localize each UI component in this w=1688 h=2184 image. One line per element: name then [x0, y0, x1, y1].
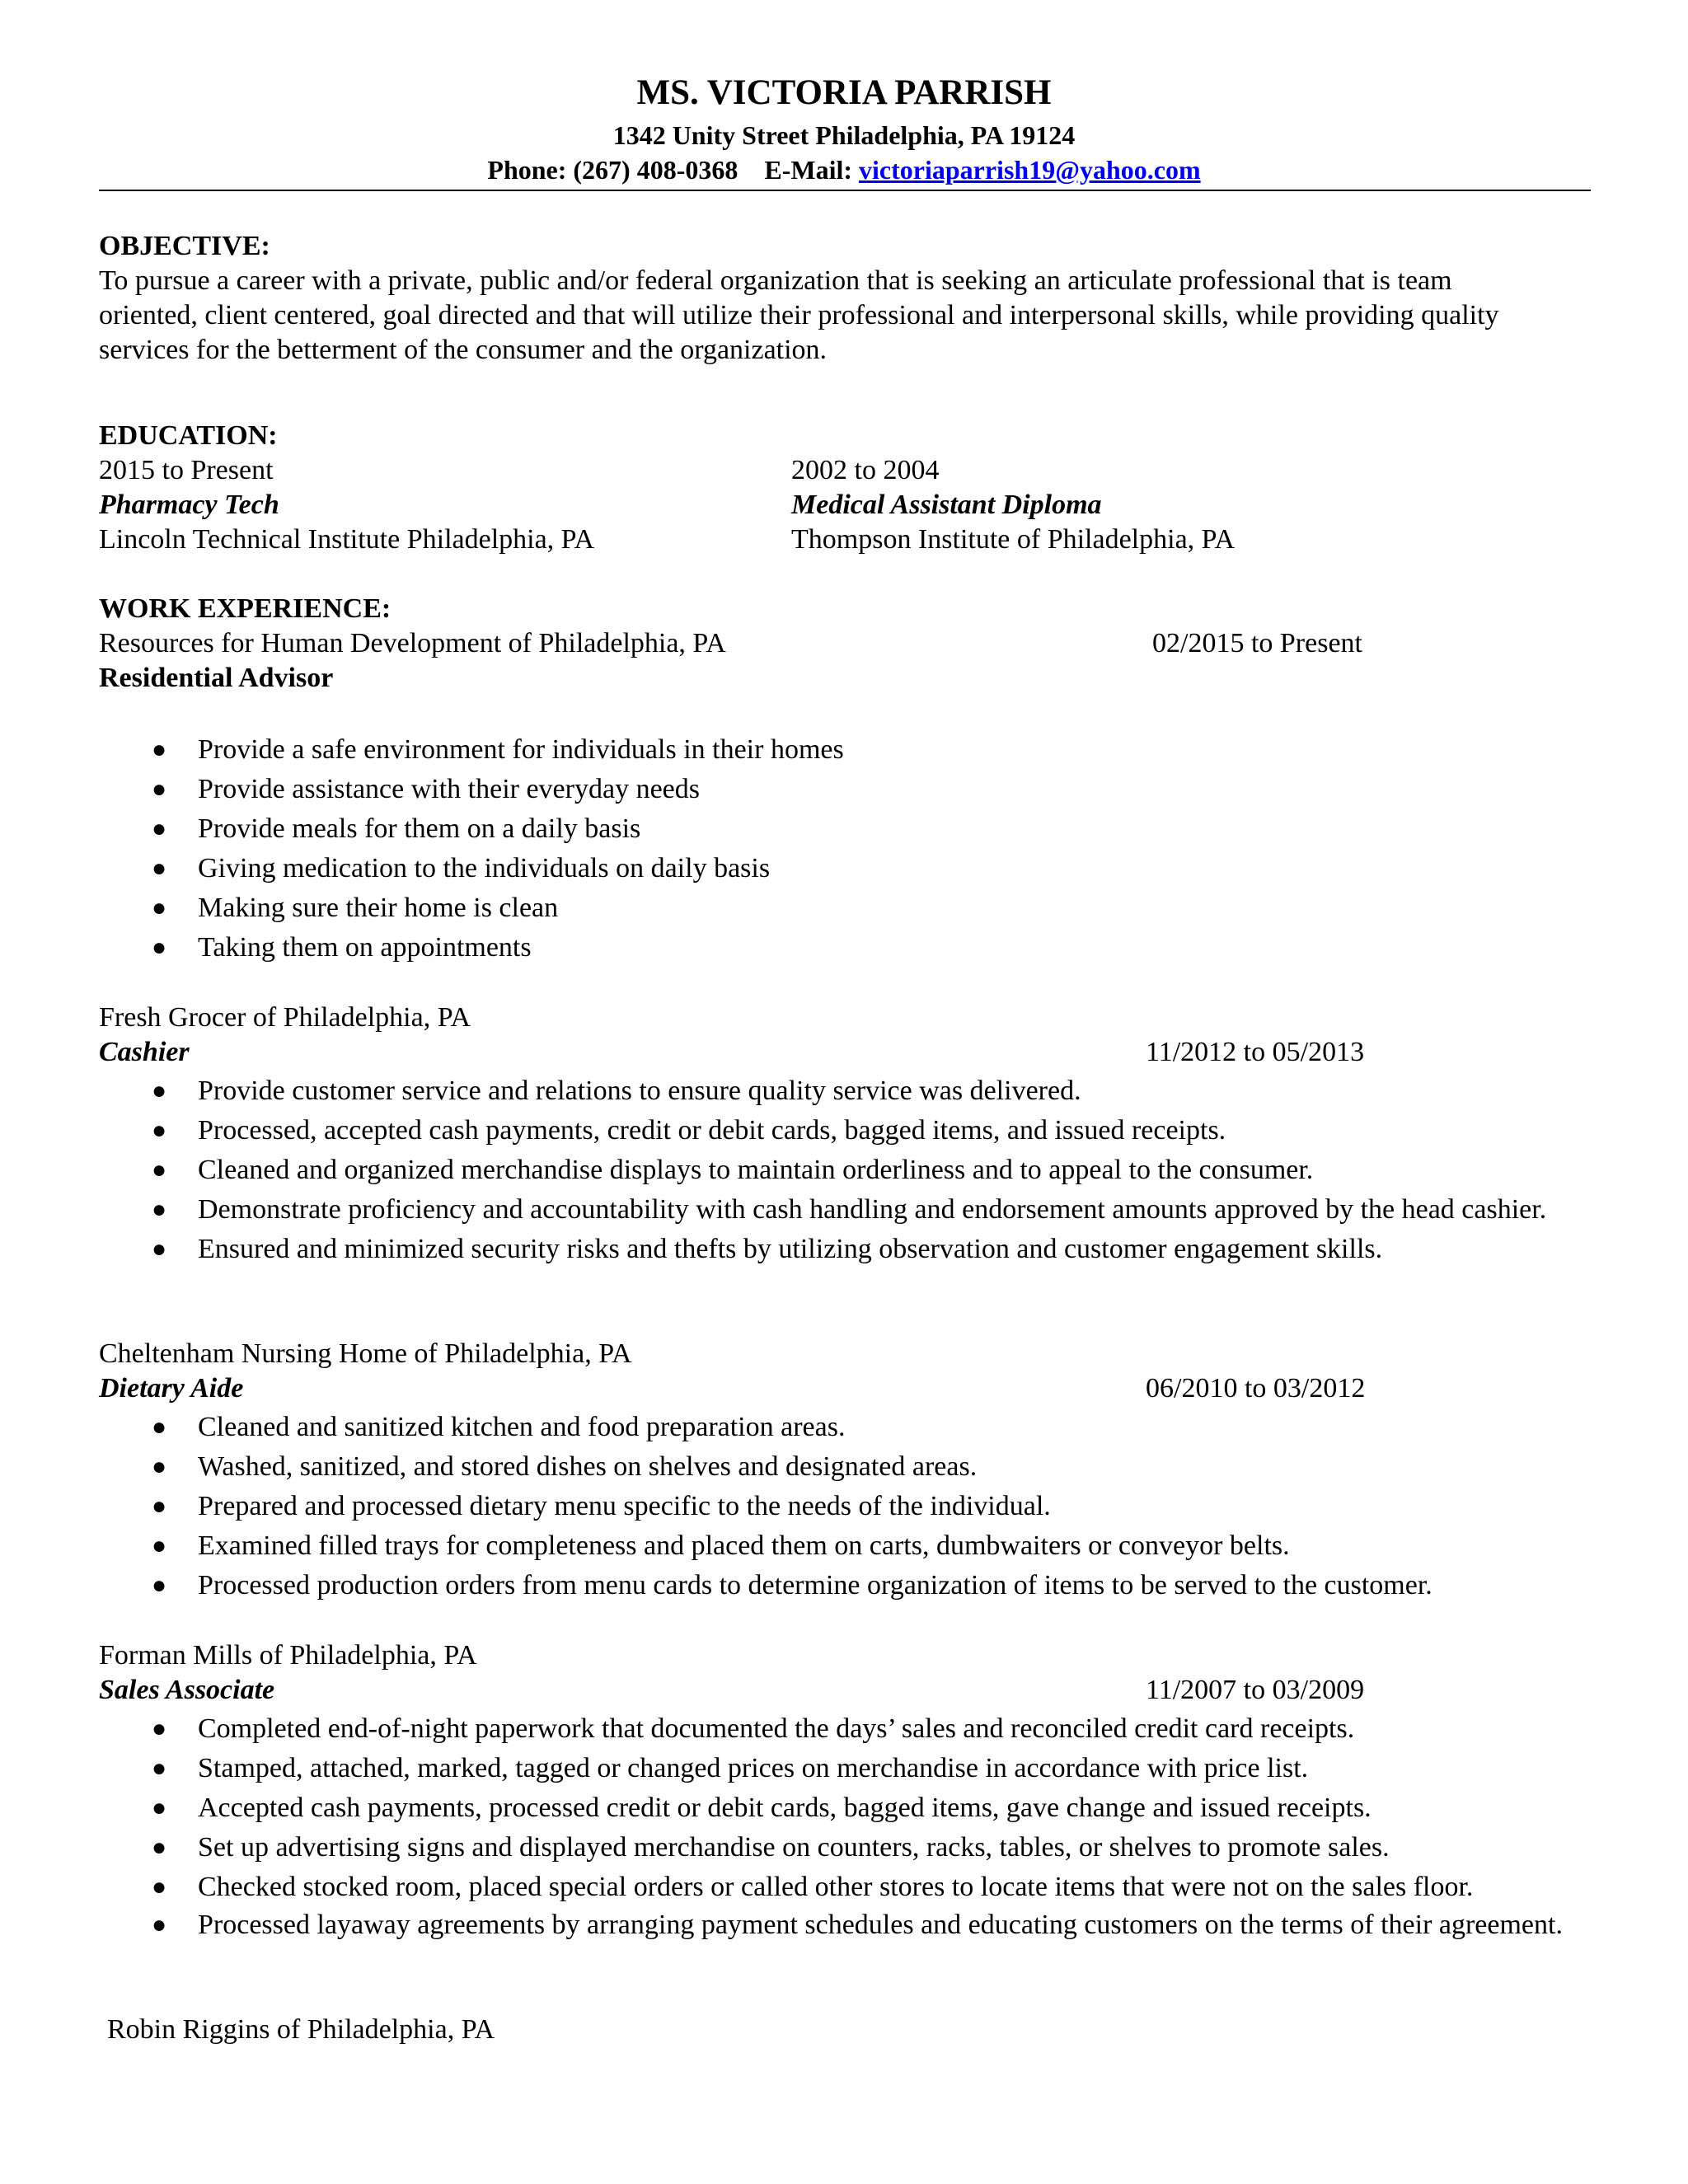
job-title-1: Residential Advisor [99, 663, 334, 693]
job-employer-1: Resources for Human Development of Philadelphia, PA [99, 628, 726, 658]
job-employer-4: Forman Mills of Philadelphia, PA [99, 1640, 477, 1671]
bullet-icon: ● [152, 736, 167, 763]
bullet-icon: ● [152, 1235, 167, 1263]
bullet-icon: ● [152, 855, 167, 882]
job-title-4: Sales Associate [99, 1675, 275, 1705]
bullet-icon: ● [152, 1755, 167, 1782]
list-item: ● Taking them on appointments [99, 928, 1599, 968]
bullet-icon: ● [152, 1794, 167, 1821]
job-dates-4: 11/2007 to 03/2009 [1146, 1675, 1365, 1705]
education-degree-2: Medical Assistant Diploma [791, 490, 1102, 520]
bullet-icon: ● [152, 815, 167, 842]
list-item: ● Stamped, attached, marked, tagged or changed prices on merchandise in accordance with price list. [99, 1749, 1599, 1788]
list-item: ● Making sure their home is clean [99, 888, 1599, 928]
bullet-icon: ● [152, 1413, 167, 1441]
bullet-icon: ● [152, 1117, 167, 1144]
list-item: ● Processed layaway agreements by arranging payment schedules and educating customers on the terms of their agreement. [99, 1907, 1599, 1943]
job-bullets-4 [99, 1709, 1582, 1943]
email-label: E-Mail: [764, 155, 852, 185]
bullet-icon: ● [152, 776, 167, 803]
bullet-icon: ● [152, 1077, 167, 1104]
list-item: ● Examined filled trays for completeness and placed them on carts, dumbwaiters or conveyor belts. [99, 1526, 1599, 1566]
job-employer-2: Fresh Grocer of Philadelphia, PA [99, 1002, 471, 1033]
job-dates-1: 02/2015 to Present [1152, 628, 1362, 658]
education-degree-1: Pharmacy Tech [99, 490, 279, 520]
bullet-icon: ● [152, 1834, 167, 1861]
objective-heading: OBJECTIVE: [99, 231, 270, 261]
bullet-icon: ● [152, 1572, 167, 1599]
list-item: ● Provide customer service and relations to ensure quality service was delivered. [99, 1071, 1599, 1111]
work-heading: WORK EXPERIENCE: [99, 593, 392, 624]
job-employer-5: Robin Riggins of Philadelphia, PA [107, 2014, 495, 2045]
list-item: ● Cleaned and organized merchandise displays to maintain orderliness and to appeal to the consumer. [99, 1151, 1599, 1190]
job-bullets-3 [99, 1408, 1582, 1605]
job-title-2: Cashier [99, 1037, 190, 1067]
bullet-icon: ● [152, 1873, 167, 1900]
education-dates-1: 2015 to Present [99, 455, 274, 485]
list-item: ● Cleaned and sanitized kitchen and food preparation areas. [99, 1408, 1599, 1447]
list-item: ● Provide meals for them on a daily basis [99, 809, 1599, 849]
bullet-icon: ● [152, 1156, 167, 1183]
list-item: ● Provide assistance with their everyday needs [99, 770, 1599, 809]
email-link[interactable]: victoriaparrish19@yahoo.com [859, 155, 1201, 185]
education-school-2: Thompson Institute of Philadelphia, PA [791, 524, 1236, 555]
list-item: ● Giving medication to the individuals on daily basis [99, 849, 1599, 888]
list-item: ● Processed, accepted cash payments, credit or debit cards, bagged items, and issued receipts. [99, 1111, 1599, 1151]
bullet-icon: ● [152, 934, 167, 961]
contact-line [0, 155, 1688, 185]
job-dates-2: 11/2012 to 05/2013 [1146, 1037, 1365, 1067]
bullet-icon: ● [152, 1532, 167, 1559]
education-school-1: Lincoln Technical Institute Philadelphia, PA [99, 524, 595, 555]
phone-text: Phone: (267) 408-0368 [487, 155, 738, 185]
list-item: ● Ensured and minimized security risks and thefts by utilizing observation and customer engagement skills. [99, 1230, 1599, 1269]
job-bullets-1 [99, 730, 1582, 968]
list-item: ● Checked stocked room, placed special orders or called other stores to locate items that were not on the sales floor. [99, 1868, 1599, 1907]
bullet-icon: ● [152, 1715, 167, 1742]
list-item: ● Processed production orders from menu cards to determine organization of items to be served to the customer. [99, 1566, 1599, 1605]
bullet-icon: ● [152, 1493, 167, 1520]
job-dates-3: 06/2010 to 03/2012 [1146, 1373, 1366, 1404]
list-item: ● Prepared and processed dietary menu specific to the needs of the individual. [99, 1487, 1599, 1526]
job-title-3: Dietary Aide [99, 1373, 244, 1404]
objective-text: To pursue a career with a private, public and/or federal organization that is seeking an articulate professional that is team oriented, client centered, goal directed and that will utilize their professional and interpersonal skills, while providing quality services for the betterment of the consumer and the organization. [99, 265, 1499, 365]
list-item: ● Accepted cash payments, processed credit or debit cards, bagged items, gave change and issued receipts. [99, 1788, 1599, 1828]
bullet-icon: ● [152, 1453, 167, 1480]
list-item: ● Set up advertising signs and displayed merchandise on counters, racks, tables, or shelves to promote sales. [99, 1828, 1599, 1868]
bullet-icon: ● [152, 1196, 167, 1223]
bullet-icon: ● [152, 894, 167, 921]
address-line: 1342 Unity Street Philadelphia, PA 19124 [612, 120, 1076, 150]
list-item: ● Demonstrate proficiency and accountability with cash handling and endorsement amounts approved by the head cashier. [99, 1190, 1599, 1230]
list-item: ● Completed end-of-night paperwork that documented the days’ sales and reconciled credit card receipts. [99, 1709, 1599, 1749]
job-employer-3: Cheltenham Nursing Home of Philadelphia, PA [99, 1338, 632, 1369]
bullet-icon: ● [152, 1911, 167, 1938]
candidate-name: MS. VICTORIA PARRISH [636, 73, 1052, 112]
education-heading: EDUCATION: [99, 420, 278, 451]
header-divider [99, 190, 1591, 191]
list-item: ● Provide a safe environment for individuals in their homes [99, 730, 1599, 770]
job-bullets-2 [99, 1071, 1582, 1269]
education-dates-2: 2002 to 2004 [791, 455, 940, 485]
list-item: ● Washed, sanitized, and stored dishes on shelves and designated areas. [99, 1447, 1599, 1487]
